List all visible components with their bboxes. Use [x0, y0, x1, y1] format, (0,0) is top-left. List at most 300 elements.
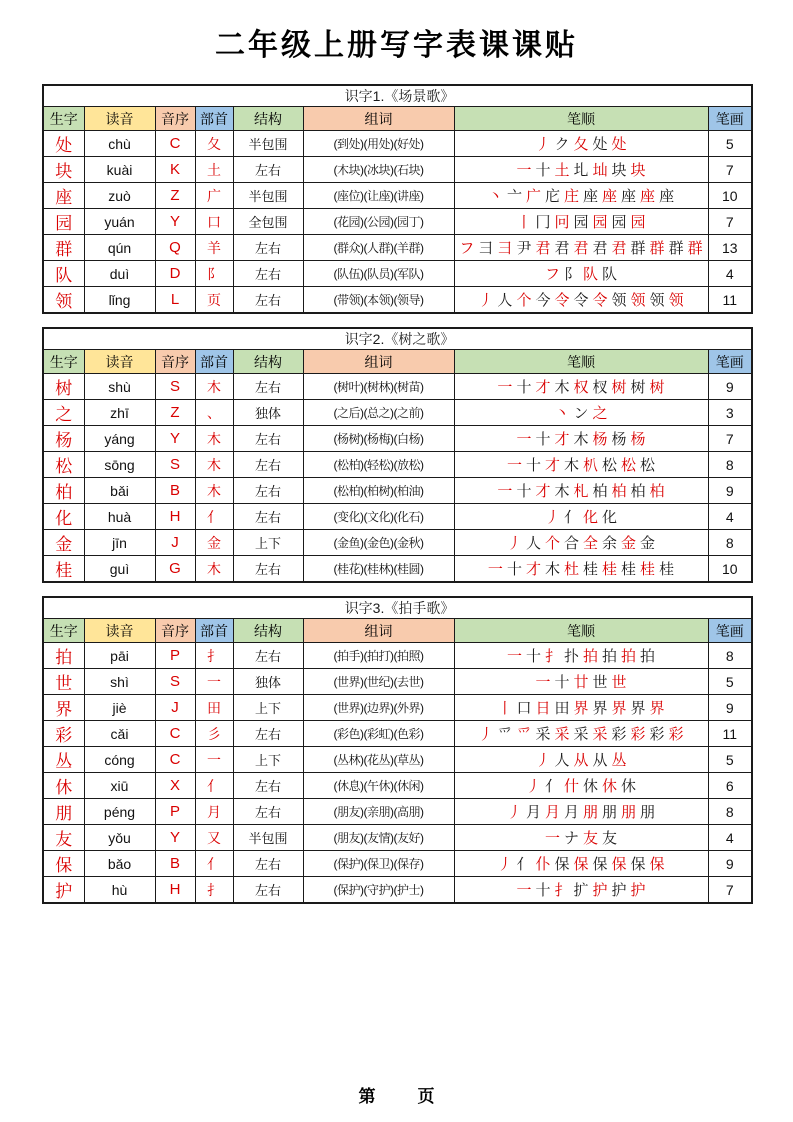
char-cell: 之 — [43, 400, 84, 426]
stroke-step: 柏 — [649, 483, 665, 500]
stroke-step: 木 — [554, 483, 570, 500]
structure-cell: 半包围 — [233, 131, 303, 157]
stroke-step: 庄 — [563, 188, 579, 205]
stroke-step: 十 — [554, 674, 570, 691]
stroke-step: 杜 — [563, 561, 579, 578]
stroke-order-cell — [454, 157, 708, 183]
pinyin-cell: sōng — [84, 452, 155, 478]
stroke-step: 丶 — [487, 188, 503, 205]
footer-page-prefix: 第 — [358, 1087, 376, 1106]
char-cell: 拍 — [43, 643, 84, 669]
char-cell: 柏 — [43, 478, 84, 504]
table-row — [43, 235, 752, 261]
words-cell: (树叶)(树林)(树苗) — [303, 374, 454, 400]
char-cell: 界 — [43, 695, 84, 721]
pinyin-cell: jiè — [84, 695, 155, 721]
stroke-step: 处 — [611, 136, 627, 153]
table-row — [43, 773, 752, 799]
stroke-step: 护 — [630, 882, 646, 899]
table-caption-row — [43, 597, 752, 619]
header-structure: 结构 — [233, 107, 303, 131]
words-cell: (保护)(保卫)(保存) — [303, 851, 454, 877]
stroke-order-cell — [454, 504, 708, 530]
stroke-step: 休 — [621, 778, 637, 795]
stroke-step: 界 — [573, 700, 589, 717]
stroke-step: 亻 — [544, 778, 560, 795]
words-cell: (之后)(总之)(之前) — [303, 400, 454, 426]
stroke-step: 领 — [630, 292, 646, 309]
stroke-order-cell — [454, 825, 708, 851]
initial-cell: S — [155, 669, 195, 695]
radical-cell: 亻 — [195, 773, 233, 799]
initial-cell: Z — [155, 183, 195, 209]
char-cell: 休 — [43, 773, 84, 799]
char-cell: 队 — [43, 261, 84, 287]
pinyin-cell: bǎi — [84, 478, 155, 504]
stroke-order-cell — [454, 131, 708, 157]
words-cell: (朋友)(友情)(友好) — [303, 825, 454, 851]
stroke-step: 十 — [516, 483, 532, 500]
stroke-count-cell: 9 — [708, 851, 752, 877]
initial-cell: J — [155, 695, 195, 721]
stroke-order-cell — [454, 183, 708, 209]
stroke-step: 丿 — [478, 292, 494, 309]
stroke-step: 才 — [535, 379, 551, 396]
radical-cell: 木 — [195, 452, 233, 478]
stroke-step: 朋 — [583, 804, 599, 821]
stroke-order-cell — [454, 877, 708, 904]
stroke-step: 休 — [583, 778, 599, 795]
stroke-order-cell — [454, 452, 708, 478]
header-stroke-order: 笔顺 — [454, 107, 708, 131]
stroke-step: 树 — [630, 379, 646, 396]
radical-cell: 木 — [195, 426, 233, 452]
header-char: 生字 — [43, 107, 84, 131]
pinyin-cell: xiū — [84, 773, 155, 799]
initial-cell: G — [155, 556, 195, 583]
stroke-step: 令 — [573, 292, 589, 309]
stroke-step: 领 — [668, 292, 684, 309]
pinyin-cell: yǒu — [84, 825, 155, 851]
radical-cell: 木 — [195, 374, 233, 400]
structure-cell: 上下 — [233, 695, 303, 721]
radical-cell: 亻 — [195, 851, 233, 877]
stroke-step: 界 — [611, 700, 627, 717]
structure-cell: 半包围 — [233, 183, 303, 209]
stroke-step: 令 — [554, 292, 570, 309]
stroke-step: 彩 — [611, 726, 627, 743]
table-body — [43, 643, 752, 904]
stroke-count-cell: 9 — [708, 478, 752, 504]
table-caption-row — [43, 328, 752, 350]
initial-cell: B — [155, 851, 195, 877]
table-row — [43, 799, 752, 825]
stroke-step: 桂 — [583, 561, 599, 578]
initial-cell: H — [155, 877, 195, 904]
radical-cell: 夂 — [195, 131, 233, 157]
char-cell: 金 — [43, 530, 84, 556]
initial-cell: P — [155, 643, 195, 669]
initial-cell: Q — [155, 235, 195, 261]
stroke-count-cell: 9 — [708, 695, 752, 721]
table-row — [43, 747, 752, 773]
stroke-step: 日 — [535, 700, 551, 717]
stroke-step: 园 — [630, 214, 646, 231]
structure-cell: 半包围 — [233, 825, 303, 851]
structure-cell: 左右 — [233, 157, 303, 183]
stroke-step: 树 — [611, 379, 627, 396]
radical-cell: 广 — [195, 183, 233, 209]
char-cell: 丛 — [43, 747, 84, 773]
stroke-step: 群 — [687, 240, 703, 257]
table-caption: 识字3.《拍手歌》 — [43, 597, 752, 619]
stroke-step: 丿 — [506, 535, 522, 552]
stroke-step: 桂 — [659, 561, 675, 578]
tables-container — [42, 84, 751, 904]
initial-cell: H — [155, 504, 195, 530]
stroke-step: 君 — [554, 240, 570, 257]
structure-cell: 左右 — [233, 556, 303, 583]
stroke-step: 木 — [573, 431, 589, 448]
stroke-step: 十 — [525, 648, 541, 665]
stroke-count-cell: 11 — [708, 287, 752, 314]
header-words: 组词 — [303, 350, 454, 374]
stroke-order-cell — [454, 209, 708, 235]
header-words: 组词 — [303, 107, 454, 131]
stroke-step: 丨 — [497, 700, 513, 717]
stroke-step: 令 — [592, 292, 608, 309]
page-footer — [0, 1082, 793, 1107]
stroke-step: 冋 — [554, 214, 570, 231]
radical-cell: 亻 — [195, 504, 233, 530]
stroke-step: 座 — [602, 188, 618, 205]
stroke-step: 人 — [554, 752, 570, 769]
stroke-step: 朋 — [621, 804, 637, 821]
stroke-step: 丿 — [478, 726, 494, 743]
initial-cell: Y — [155, 426, 195, 452]
stroke-step: 扑 — [563, 648, 579, 665]
words-cell: (保护)(守护)(护士) — [303, 877, 454, 904]
pinyin-cell: kuài — [84, 157, 155, 183]
initial-cell: Y — [155, 209, 195, 235]
stroke-step: 个 — [516, 292, 532, 309]
stroke-step: 冂 — [535, 214, 551, 231]
header-structure: 结构 — [233, 350, 303, 374]
stroke-step: 扌 — [544, 648, 560, 665]
stroke-step: 夂 — [573, 136, 589, 153]
pinyin-cell: péng — [84, 799, 155, 825]
stroke-step: 权 — [573, 379, 589, 396]
stroke-step: 采 — [535, 726, 551, 743]
stroke-step: 爫 — [516, 726, 532, 743]
stroke-order-cell — [454, 400, 708, 426]
words-cell: (金鱼)(金色)(金秋) — [303, 530, 454, 556]
words-cell: (丛林)(花丛)(草丛) — [303, 747, 454, 773]
stroke-step: 拍 — [640, 648, 656, 665]
structure-cell: 上下 — [233, 530, 303, 556]
char-cell: 松 — [43, 452, 84, 478]
stroke-step: 园 — [573, 214, 589, 231]
pinyin-cell: zuò — [84, 183, 155, 209]
lesson-table-1 — [42, 84, 753, 314]
stroke-order-cell — [454, 478, 708, 504]
stroke-step: 保 — [611, 856, 627, 873]
stroke-step: 树 — [649, 379, 665, 396]
pinyin-cell: lǐng — [84, 287, 155, 314]
table-row — [43, 851, 752, 877]
table-row — [43, 209, 752, 235]
stroke-step: 座 — [621, 188, 637, 205]
pinyin-cell: shù — [84, 374, 155, 400]
stroke-order-cell — [454, 747, 708, 773]
pinyin-cell: hù — [84, 877, 155, 904]
stroke-step: 杈 — [592, 379, 608, 396]
words-cell: (木块)(冰块)(石块) — [303, 157, 454, 183]
stroke-step: 柏 — [592, 483, 608, 500]
stroke-step: 护 — [592, 882, 608, 899]
radical-cell: 羊 — [195, 235, 233, 261]
table-row — [43, 131, 752, 157]
stroke-count-cell: 8 — [708, 530, 752, 556]
table-row — [43, 825, 752, 851]
stroke-step: 队 — [583, 266, 599, 283]
initial-cell: Z — [155, 400, 195, 426]
footer-page-suffix: 页 — [417, 1087, 435, 1106]
table-row — [43, 721, 752, 747]
header-stroke-count: 笔画 — [708, 107, 752, 131]
stroke-step: 个 — [544, 535, 560, 552]
stroke-step: 丿 — [535, 752, 551, 769]
stroke-step: 君 — [535, 240, 551, 257]
header-stroke-order: 笔顺 — [454, 350, 708, 374]
words-cell: (世界)(边界)(外界) — [303, 695, 454, 721]
stroke-step: 群 — [630, 240, 646, 257]
stroke-step: 全 — [583, 535, 599, 552]
stroke-count-cell: 4 — [708, 825, 752, 851]
words-cell: (松柏)(柏树)(柏油) — [303, 478, 454, 504]
words-cell: (休息)(午休)(休闲) — [303, 773, 454, 799]
pinyin-cell: qún — [84, 235, 155, 261]
stroke-count-cell: 7 — [708, 877, 752, 904]
stroke-step: 十 — [525, 457, 541, 474]
stroke-count-cell: 8 — [708, 643, 752, 669]
stroke-step: 丿 — [535, 136, 551, 153]
stroke-order-cell — [454, 773, 708, 799]
stroke-step: 座 — [640, 188, 656, 205]
lesson-table-2 — [42, 327, 753, 583]
stroke-step: 十 — [535, 882, 551, 899]
stroke-step: 友 — [602, 830, 618, 847]
char-cell: 朋 — [43, 799, 84, 825]
stroke-step: 月 — [563, 804, 579, 821]
words-cell: (到处)(用处)(好处) — [303, 131, 454, 157]
stroke-step: 一 — [516, 431, 532, 448]
stroke-order-cell — [454, 669, 708, 695]
header-pinyin: 读音 — [84, 619, 155, 643]
stroke-step: 才 — [554, 431, 570, 448]
initial-cell: J — [155, 530, 195, 556]
char-cell: 世 — [43, 669, 84, 695]
stroke-step: 尹 — [516, 240, 532, 257]
header-pinyin: 读音 — [84, 350, 155, 374]
stroke-count-cell: 11 — [708, 721, 752, 747]
words-cell: (朋友)(亲朋)(高朋) — [303, 799, 454, 825]
table-row — [43, 669, 752, 695]
stroke-step: 朳 — [583, 457, 599, 474]
stroke-step: 札 — [573, 483, 589, 500]
stroke-step: 一 — [516, 162, 532, 179]
stroke-step: 松 — [602, 457, 618, 474]
lesson-table-3 — [42, 596, 753, 904]
initial-cell: C — [155, 131, 195, 157]
stroke-step: 十 — [506, 561, 522, 578]
radical-cell: 一 — [195, 669, 233, 695]
radical-cell: 彡 — [195, 721, 233, 747]
initial-cell: L — [155, 287, 195, 314]
words-cell: (花园)(公园)(园丁) — [303, 209, 454, 235]
stroke-step: 松 — [621, 457, 637, 474]
header-stroke-count: 笔画 — [708, 619, 752, 643]
pinyin-cell: yuán — [84, 209, 155, 235]
stroke-count-cell: 5 — [708, 669, 752, 695]
initial-cell: D — [155, 261, 195, 287]
initial-cell: K — [155, 157, 195, 183]
stroke-step: 一 — [506, 457, 522, 474]
structure-cell: 全包围 — [233, 209, 303, 235]
stroke-order-cell — [454, 556, 708, 583]
stroke-count-cell: 7 — [708, 426, 752, 452]
pinyin-cell: yáng — [84, 426, 155, 452]
stroke-step: 仆 — [535, 856, 551, 873]
char-cell: 座 — [43, 183, 84, 209]
initial-cell: C — [155, 747, 195, 773]
initial-cell: S — [155, 452, 195, 478]
stroke-count-cell: 7 — [708, 209, 752, 235]
radical-cell: 扌 — [195, 877, 233, 904]
stroke-count-cell: 6 — [708, 773, 752, 799]
stroke-step: 土 — [554, 162, 570, 179]
header-stroke-count: 笔画 — [708, 350, 752, 374]
stroke-step: 人 — [525, 535, 541, 552]
stroke-step: 一 — [497, 483, 513, 500]
stroke-step: 园 — [592, 214, 608, 231]
char-cell: 化 — [43, 504, 84, 530]
structure-cell: 左右 — [233, 452, 303, 478]
stroke-step: 领 — [611, 292, 627, 309]
stroke-step: ナ — [563, 830, 579, 847]
stroke-step: 化 — [602, 509, 618, 526]
table-header-row — [43, 619, 752, 643]
stroke-count-cell: 4 — [708, 261, 752, 287]
stroke-step: 拍 — [621, 648, 637, 665]
structure-cell: 左右 — [233, 426, 303, 452]
stroke-step: 木 — [544, 561, 560, 578]
stroke-step: 扩 — [573, 882, 589, 899]
stroke-step: 从 — [592, 752, 608, 769]
stroke-step: 廿 — [573, 674, 589, 691]
stroke-step: 金 — [621, 535, 637, 552]
stroke-step: 一 — [497, 379, 513, 396]
radical-cell: 月 — [195, 799, 233, 825]
radical-cell: 金 — [195, 530, 233, 556]
radical-cell: 页 — [195, 287, 233, 314]
stroke-count-cell: 4 — [708, 504, 752, 530]
char-cell: 园 — [43, 209, 84, 235]
table-row — [43, 261, 752, 287]
stroke-count-cell: 13 — [708, 235, 752, 261]
stroke-step: 田 — [554, 700, 570, 717]
header-radical: 部首 — [195, 107, 233, 131]
stroke-step: 保 — [554, 856, 570, 873]
pinyin-cell: guì — [84, 556, 155, 583]
stroke-step: 朋 — [602, 804, 618, 821]
header-stroke-order: 笔顺 — [454, 619, 708, 643]
stroke-order-cell — [454, 721, 708, 747]
pinyin-cell: cóng — [84, 747, 155, 773]
stroke-step: ク — [554, 136, 570, 153]
stroke-step: 队 — [602, 266, 618, 283]
stroke-step: 园 — [611, 214, 627, 231]
initial-cell: P — [155, 799, 195, 825]
stroke-step: 友 — [583, 830, 599, 847]
stroke-step: 扌 — [554, 882, 570, 899]
stroke-order-cell — [454, 261, 708, 287]
words-cell: (拍手)(拍打)(拍照) — [303, 643, 454, 669]
char-cell: 桂 — [43, 556, 84, 583]
stroke-step: 亠 — [506, 188, 522, 205]
words-cell: (世界)(世纪)(去世) — [303, 669, 454, 695]
stroke-order-cell — [454, 287, 708, 314]
stroke-step: 拍 — [602, 648, 618, 665]
header-initial: 音序 — [155, 350, 195, 374]
pinyin-cell: bǎo — [84, 851, 155, 877]
stroke-count-cell: 5 — [708, 747, 752, 773]
stroke-step: 一 — [516, 882, 532, 899]
words-cell: (群众)(人群)(羊群) — [303, 235, 454, 261]
stroke-step: 之 — [592, 405, 608, 422]
stroke-count-cell: 7 — [708, 157, 752, 183]
stroke-step: 界 — [630, 700, 646, 717]
stroke-step: 君 — [573, 240, 589, 257]
stroke-step: 十 — [516, 379, 532, 396]
stroke-step: 彐 — [478, 240, 494, 257]
initial-cell: X — [155, 773, 195, 799]
stroke-step: 一 — [487, 561, 503, 578]
pinyin-cell: huà — [84, 504, 155, 530]
table-row — [43, 426, 752, 452]
table-row — [43, 183, 752, 209]
radical-cell: 一 — [195, 747, 233, 773]
radical-cell: 木 — [195, 478, 233, 504]
char-cell: 彩 — [43, 721, 84, 747]
char-cell: 杨 — [43, 426, 84, 452]
table-header-row — [43, 350, 752, 374]
stroke-count-cell: 8 — [708, 452, 752, 478]
stroke-count-cell: 9 — [708, 374, 752, 400]
stroke-step: 君 — [592, 240, 608, 257]
stroke-step: 群 — [649, 240, 665, 257]
radical-cell: 土 — [195, 157, 233, 183]
stroke-step: 丿 — [544, 509, 560, 526]
stroke-order-cell — [454, 235, 708, 261]
stroke-step: ン — [573, 405, 589, 422]
stroke-step: 化 — [583, 509, 599, 526]
table-row — [43, 556, 752, 583]
pinyin-cell: pāi — [84, 643, 155, 669]
stroke-step: 口 — [516, 700, 532, 717]
stroke-step: 庀 — [544, 188, 560, 205]
radical-cell: 阝 — [195, 261, 233, 287]
